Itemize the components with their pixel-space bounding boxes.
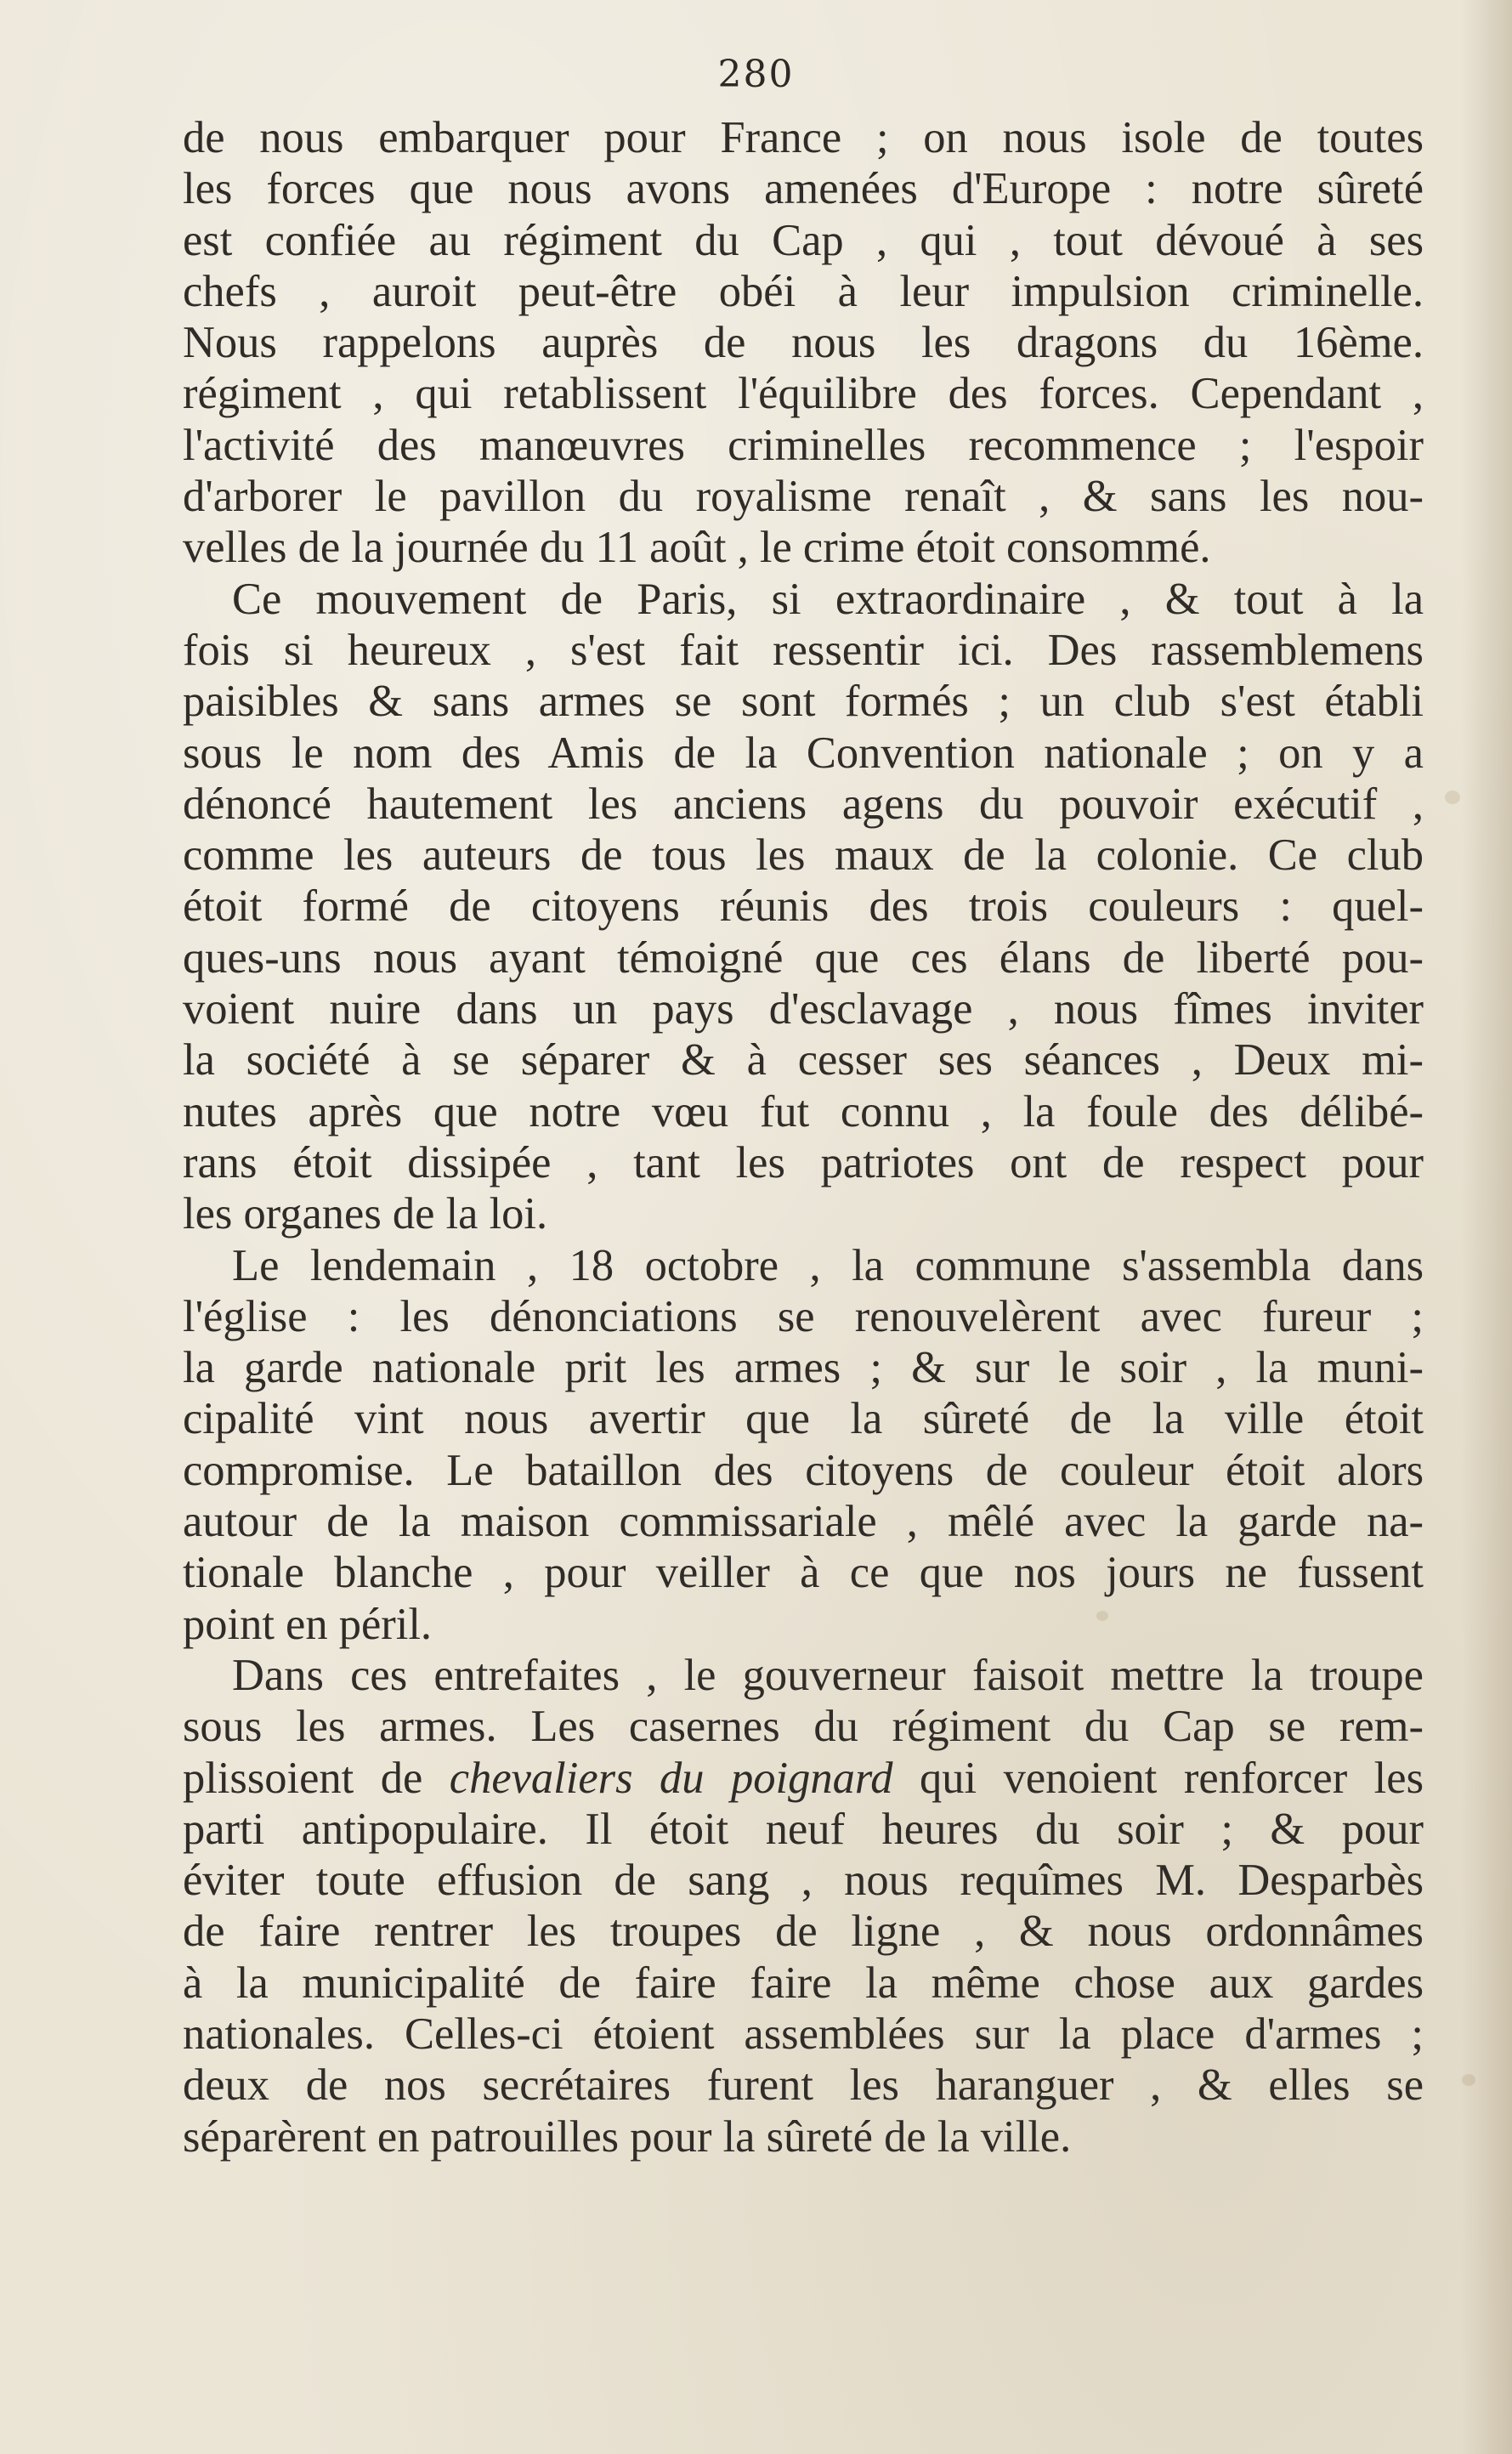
text-line: à la municipalité de faire faire la même chose aux gardes xyxy=(183,1958,1424,2008)
text-line: les forces que nous avons amenées d'Europe : notre sûreté xyxy=(183,164,1424,214)
text-line: régiment , qui retablissent l'équilibre des forces. Cependant , xyxy=(183,369,1424,419)
paragraph xyxy=(183,1650,1424,2162)
text-line: les organes de la loi. xyxy=(183,1189,548,1239)
text-line: tionale blanche , pour veiller à ce que nos jours ne fussent xyxy=(183,1548,1424,1598)
text-line: nationales. Celles-ci étoient assemblées sur la place d'armes ; xyxy=(183,2009,1424,2059)
text-line: nutes après que notre vœu fut connu , la foule des délibé- xyxy=(183,1086,1424,1136)
foxing-spot xyxy=(1445,791,1460,804)
text-line: sous le nom des Amis de la Convention nationale ; on y a xyxy=(183,728,1424,778)
text-line: d'arborer le pavillon du royalisme renaît , & sans les nou- xyxy=(183,472,1424,522)
italic-phrase: chevaliers du poignard xyxy=(449,1753,893,1803)
text-line: étoit formé de citoyens réunis des trois couleurs : quel- xyxy=(183,881,1424,932)
text-line: de faire rentrer les troupes de ligne , & nous ordonnâmes xyxy=(183,1907,1424,1957)
text-line: fois si heureux , s'est fait ressentir ici. Des rassemblemens xyxy=(183,625,1424,675)
text-line: voient nuire dans un pays d'esclavage , nous fîmes inviter xyxy=(183,984,1424,1034)
text-line: la garde nationale prit les armes ; & sur le soir , la muni- xyxy=(183,1343,1424,1393)
text-line: Ce mouvement de Paris, si extraordinaire , & tout à la xyxy=(232,574,1424,624)
text-line: parti antipopulaire. Il étoit neuf heures du soir ; & pour xyxy=(183,1804,1424,1854)
text-line: l'église : les dénonciations se renouvelèrent avec fureur ; xyxy=(183,1291,1424,1341)
text-line: séparèrent en patrouilles pour la sûreté de la ville. xyxy=(183,2111,1072,2162)
text-segment: plissoient de xyxy=(183,1753,450,1803)
text-line: éviter toute effusion de sang , nous requîmes M. Desparbès xyxy=(183,1856,1424,1906)
text-line: rans étoit dissipée , tant les patriotes ont de respect pour xyxy=(183,1137,1424,1187)
text-segment: qui venoient renforcer les xyxy=(892,1753,1424,1803)
text-line: compromise. Le bataillon des citoyens de couleur étoit alors xyxy=(183,1445,1424,1495)
text-line: sous les armes. Les casernes du régiment du Cap se rem- xyxy=(183,1702,1424,1752)
text-line: paisibles & sans armes se sont formés ; un club s'est établi xyxy=(183,677,1424,727)
text-line xyxy=(183,1753,1424,1804)
page-number: 280 xyxy=(717,53,795,96)
text-line: Le lendemain , 18 octobre , la commune s'assembla dans xyxy=(232,1240,1424,1290)
text-line: point en péril. xyxy=(183,1599,433,1649)
text-line: chefs , auroit peut-être obéi à leur impulsion criminelle. xyxy=(183,266,1424,316)
text-line: cipalité vint nous avertir que la sûreté de la ville étoit xyxy=(183,1394,1424,1444)
text-line: Dans ces entrefaites , le gouverneur faisoit mettre la troupe xyxy=(232,1650,1424,1700)
foxing-spot xyxy=(1462,2074,1475,2086)
text-line: comme les auteurs de tous les maux de la colonie. Ce club xyxy=(183,830,1424,881)
body-text xyxy=(183,112,1424,2162)
text-line: l'activité des manœuvres criminelles recommence ; l'espoir xyxy=(183,420,1424,470)
text-line: de nous embarquer pour France ; on nous isole de toutes xyxy=(183,113,1424,162)
paragraph xyxy=(183,574,1424,1240)
text-line: la société à se séparer & à cesser ses séances , Deux mi- xyxy=(183,1035,1424,1085)
text-line: Nous rappelons auprès de nous les dragons du 16ème. xyxy=(183,318,1424,368)
paragraph xyxy=(183,112,1424,574)
text-line: velles de la journée du 11 août , le crime étoit consommé. xyxy=(183,523,1211,573)
text-line: ques-uns nous ayant témoigné que ces élans de liberté pou- xyxy=(183,932,1424,983)
text-line: deux de nos secrétaires furent les haranguer , & elles se xyxy=(183,2060,1424,2111)
text-line: dénoncé hautement les anciens agens du pouvoir exécutif , xyxy=(183,779,1424,829)
text-line: autour de la maison commissariale , mêlé avec la garde na- xyxy=(183,1497,1424,1547)
paragraph xyxy=(183,1240,1424,1650)
text-line: est confiée au régiment du Cap , qui , tout dévoué à ses xyxy=(183,215,1424,265)
